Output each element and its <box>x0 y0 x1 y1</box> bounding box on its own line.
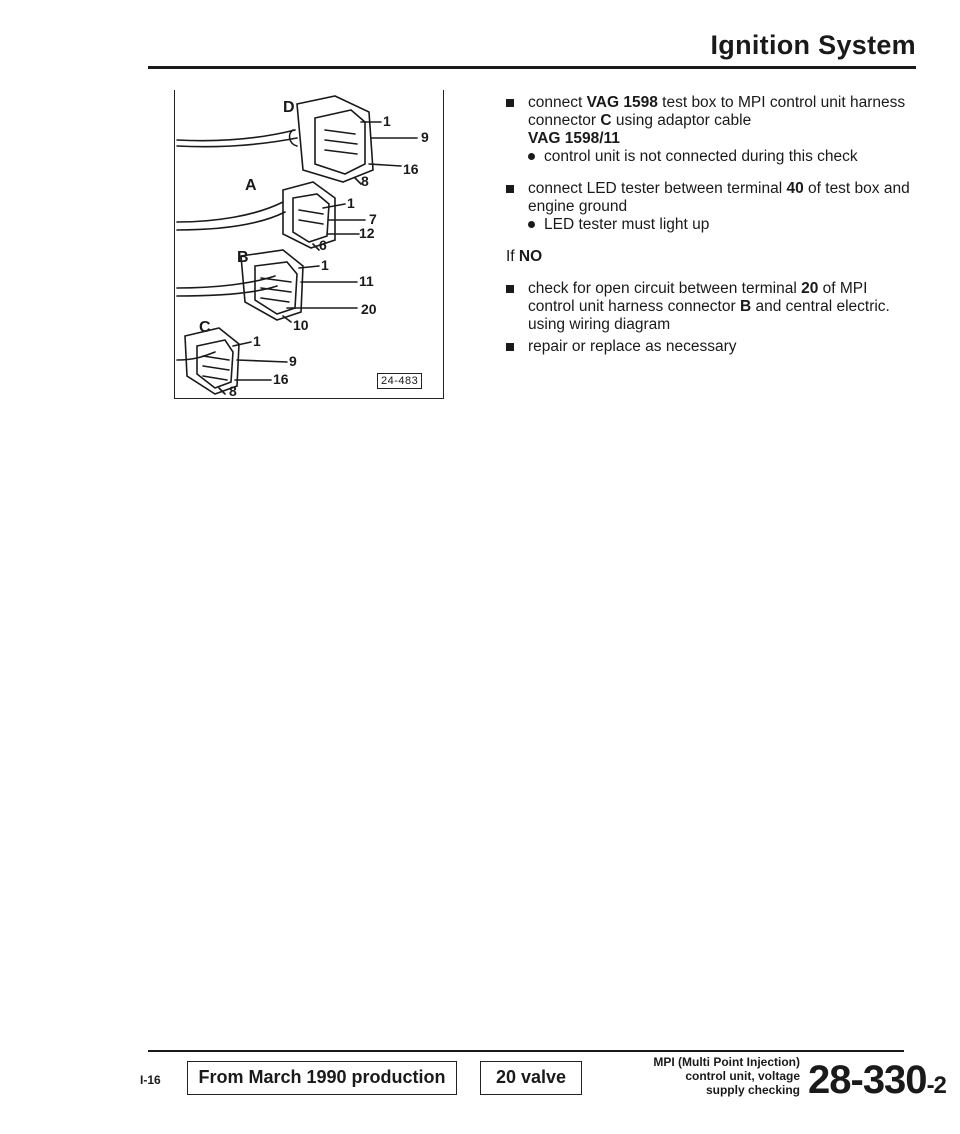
production-date-box: From March 1990 production <box>187 1061 457 1095</box>
connector-d <box>177 96 417 184</box>
step-connect-test-box: connect VAG 1598 test box to MPI control unit harness connector C using adaptor cable VAG 1598/11 control unit is not connected during this check <box>506 94 916 166</box>
page-title: Ignition System <box>710 30 916 60</box>
label-d16: 16 <box>403 161 419 177</box>
engine-variant-box: 20 valve <box>480 1061 582 1095</box>
page-id: I-16 <box>140 1073 161 1087</box>
label-d: D <box>283 99 295 116</box>
procedure-text <box>506 94 916 370</box>
label-a1: 1 <box>347 195 355 211</box>
round-bullet-icon <box>528 221 535 228</box>
label-c9: 9 <box>289 353 297 369</box>
square-bullet-icon <box>506 285 514 293</box>
round-bullet-icon <box>528 153 535 160</box>
label-b20: 20 <box>361 301 377 317</box>
label-d8: 8 <box>361 173 369 189</box>
substep: LED tester must light up <box>528 216 916 234</box>
square-bullet-icon <box>506 343 514 351</box>
label-c: C <box>199 319 211 336</box>
label-d1: 1 <box>383 113 391 129</box>
step-check-open-circuit: check for open circuit between terminal 20 of MPI control unit harness connector B and central electric. using wiring diagram <box>506 280 916 334</box>
substep: control unit is not connected during this check <box>528 148 916 166</box>
connector-figure <box>174 90 444 399</box>
square-bullet-icon <box>506 185 514 193</box>
label-a: A <box>245 177 257 194</box>
label-b1: 1 <box>321 257 329 273</box>
connector-b <box>177 250 357 322</box>
connector-a <box>177 182 365 250</box>
footer-rule <box>148 1050 904 1052</box>
label-a12: 12 <box>359 225 375 241</box>
figure-id: 24-483 <box>377 373 422 389</box>
label-a7: 7 <box>369 211 377 227</box>
section-number: 28-330-2 <box>808 1058 946 1102</box>
label-b10: 10 <box>293 317 309 333</box>
if-no-heading: If NO <box>506 248 543 265</box>
label-a6: 6 <box>319 237 327 253</box>
label-b: B <box>237 249 249 266</box>
label-d9: 9 <box>421 129 429 145</box>
adaptor-cable-id: VAG 1598/11 <box>528 130 620 147</box>
section-description: MPI (Multi Point Injection) control unit, voltage supply checking <box>653 1055 800 1097</box>
connector-diagram <box>175 90 443 398</box>
label-c1: 1 <box>253 333 261 349</box>
step-connect-led-tester: connect LED tester between terminal 40 of test box and engine ground LED tester must light up <box>506 180 916 234</box>
square-bullet-icon <box>506 99 514 107</box>
header-rule <box>148 66 916 69</box>
label-c8: 8 <box>229 383 237 398</box>
label-c16: 16 <box>273 371 289 387</box>
step-repair-replace: repair or replace as necessary <box>506 338 916 356</box>
label-b11: 11 <box>359 273 374 289</box>
